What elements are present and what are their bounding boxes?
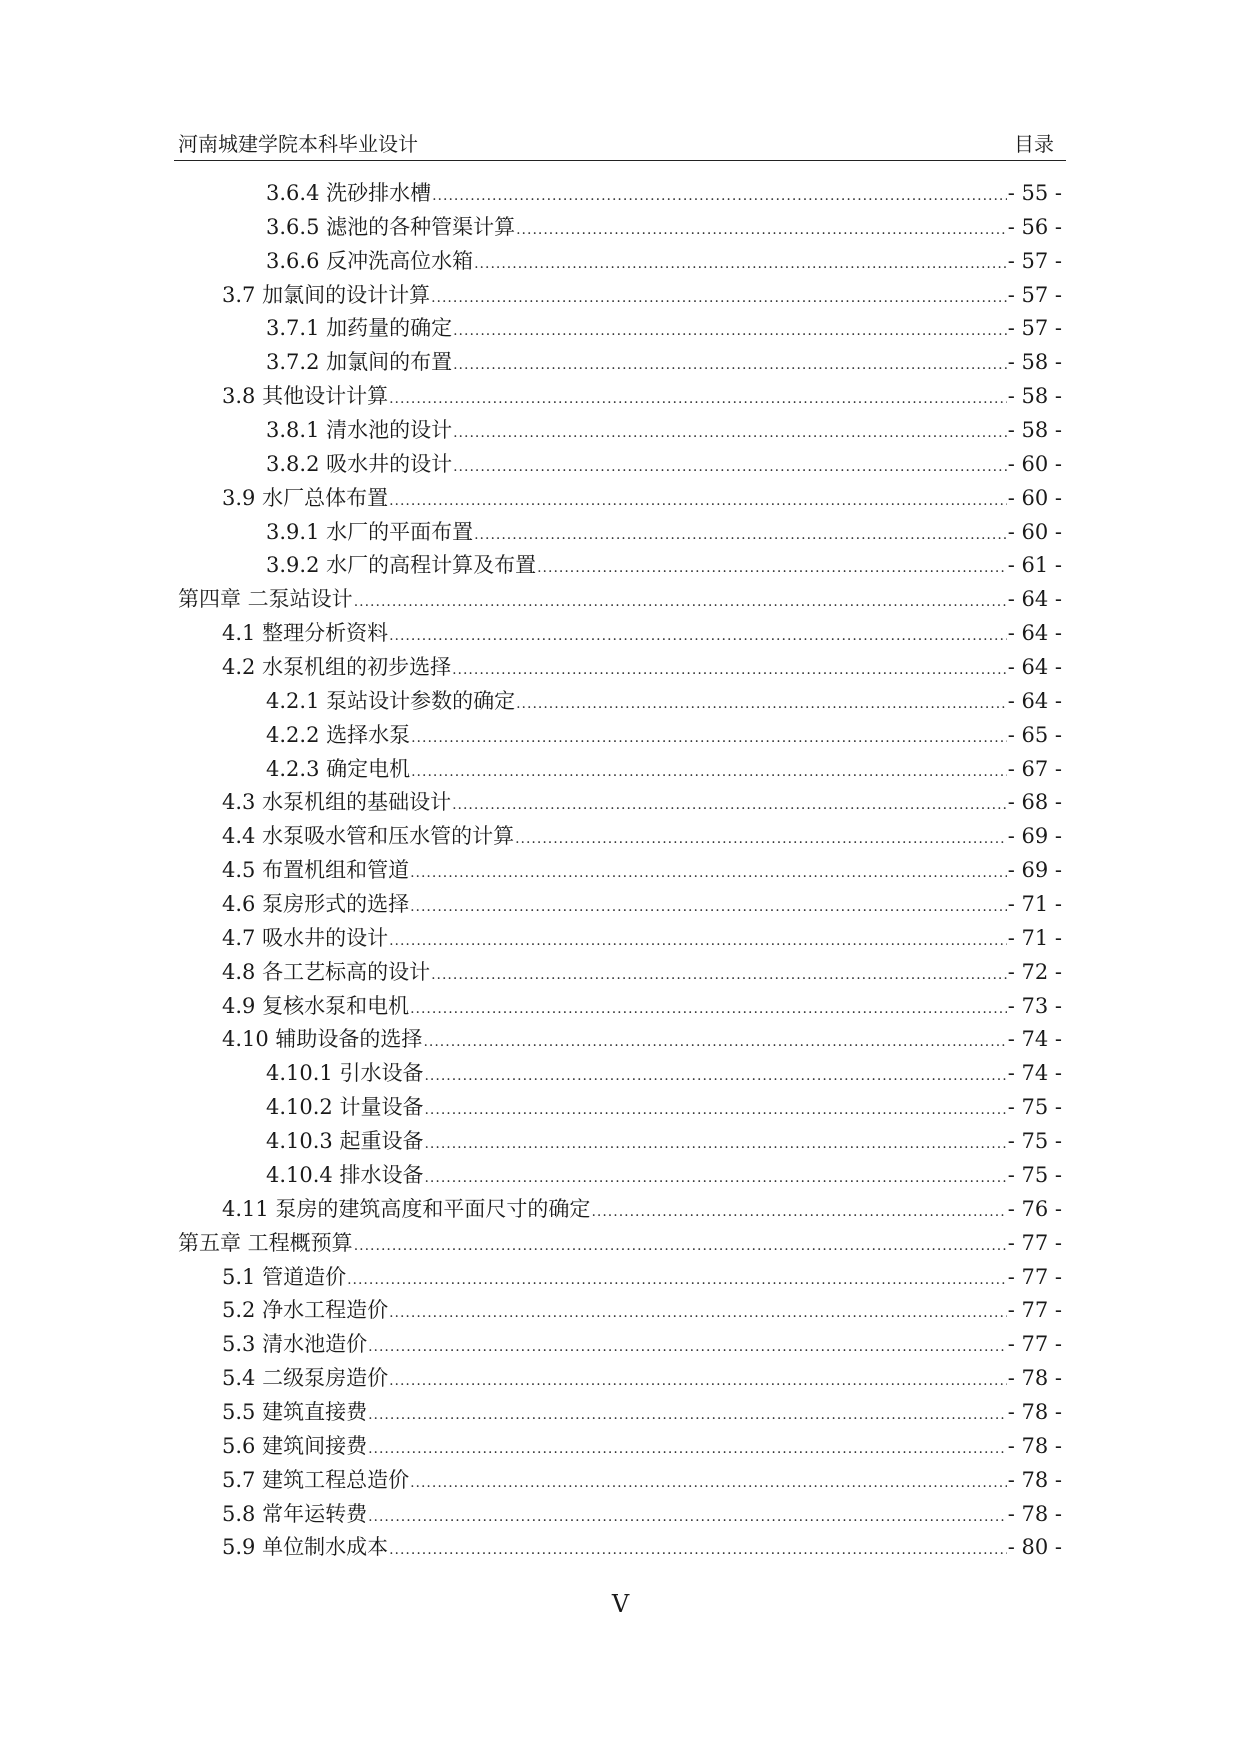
toc-entry-page: - 64 -	[1007, 587, 1062, 612]
toc-entry-title: 3.6.4 洗砂排水槽	[266, 181, 432, 205]
toc-entry-page: - 57 -	[1007, 248, 1062, 273]
page-header	[174, 128, 1066, 161]
toc-entry-title: 4.10.3 起重设备	[266, 1129, 424, 1154]
toc-entry[interactable]	[174, 990, 1066, 1024]
toc-dot-leader	[389, 1534, 1007, 1568]
toc-dot-leader	[516, 214, 1007, 248]
toc-entry-title: 5.8 常年运转费	[222, 1501, 368, 1526]
toc-entry[interactable]	[174, 820, 1066, 854]
toc-entry[interactable]	[174, 312, 1066, 346]
toc-dot-leader	[432, 180, 1007, 214]
toc-entry[interactable]	[174, 888, 1066, 922]
toc-entry[interactable]	[174, 1362, 1066, 1396]
toc-dot-leader	[452, 654, 1007, 688]
toc-dot-leader	[354, 586, 1007, 620]
toc-entry[interactable]	[174, 1125, 1066, 1159]
toc-entry-page: - 78 -	[1007, 1433, 1062, 1458]
toc-entry-page: - 56 -	[1007, 214, 1062, 239]
toc-entry[interactable]	[174, 583, 1066, 617]
toc-entry-page: - 64 -	[1007, 655, 1062, 680]
toc-entry-title: 3.9.2 水厂的高程计算及布置	[266, 553, 537, 578]
toc-entry-page: - 65 -	[1007, 722, 1062, 747]
toc-entry-page: - 77 -	[1007, 1264, 1062, 1289]
toc-entry-title: 5.4 二级泵房造价	[222, 1366, 389, 1391]
toc-entry[interactable]	[174, 786, 1066, 820]
table-of-contents	[174, 177, 1066, 1565]
toc-entry-title: 第五章 工程概预算	[178, 1230, 353, 1255]
toc-entry-title: 4.9 复核水泵和电机	[222, 993, 410, 1018]
toc-entry[interactable]	[174, 1396, 1066, 1430]
toc-entry[interactable]	[174, 1159, 1066, 1193]
toc-dot-leader	[424, 1128, 1006, 1162]
toc-dot-leader	[411, 722, 1007, 756]
toc-dot-leader	[410, 1467, 1007, 1501]
toc-dot-leader	[410, 891, 1007, 925]
toc-entry-title: 3.6.6 反冲洗高位水箱	[266, 248, 474, 273]
toc-entry-title: 5.3 清水池造价	[222, 1332, 368, 1357]
toc-dot-leader	[411, 756, 1007, 790]
toc-entry-page: - 60 -	[1007, 451, 1062, 476]
toc-entry-title: 3.9.1 水厂的平面布置	[266, 519, 474, 544]
toc-entry[interactable]	[174, 1531, 1066, 1565]
toc-entry[interactable]	[174, 1023, 1066, 1057]
toc-entry-page: - 74 -	[1007, 1061, 1062, 1086]
toc-dot-leader	[424, 1094, 1006, 1128]
toc-entry-page: - 58 -	[1007, 350, 1062, 375]
toc-entry-page: - 69 -	[1007, 858, 1062, 883]
toc-entry-title: 5.6 建筑间接费	[222, 1433, 368, 1458]
toc-entry-page: - 80 -	[1007, 1535, 1062, 1560]
toc-entry[interactable]	[174, 1498, 1066, 1532]
toc-entry-page: - 78 -	[1007, 1467, 1062, 1492]
toc-dot-leader	[516, 688, 1007, 722]
toc-entry-title: 4.10 辅助设备的选择	[222, 1027, 423, 1052]
toc-dot-leader	[368, 1331, 1007, 1365]
toc-entry-page: - 60 -	[1007, 519, 1062, 544]
toc-entry-title: 3.7.1 加药量的确定	[266, 316, 453, 341]
toc-dot-leader	[474, 248, 1007, 282]
toc-entry-page: - 78 -	[1007, 1366, 1062, 1391]
toc-entry[interactable]	[174, 549, 1066, 583]
toc-dot-leader	[410, 993, 1007, 1027]
toc-entry-title: 3.8.1 清水池的设计	[266, 418, 453, 443]
toc-entry[interactable]	[174, 1328, 1066, 1362]
toc-entry-title: 5.5 建筑直接费	[222, 1399, 368, 1424]
toc-entry-title: 5.7 建筑工程总造价	[222, 1467, 410, 1492]
toc-dot-leader	[424, 1060, 1006, 1094]
toc-dot-leader	[431, 959, 1007, 993]
toc-entry-page: - 69 -	[1007, 824, 1062, 849]
toc-entry-title: 3.8 其他设计计算	[222, 384, 389, 409]
toc-dot-leader	[453, 349, 1007, 383]
toc-entry-title: 5.2 净水工程造价	[222, 1298, 389, 1323]
toc-entry[interactable]	[174, 1464, 1066, 1498]
toc-entry-title: 4.10.4 排水设备	[266, 1162, 424, 1187]
toc-entry[interactable]	[174, 651, 1066, 685]
toc-dot-leader	[368, 1501, 1007, 1535]
toc-entry[interactable]	[174, 245, 1066, 279]
page-number: V	[611, 1590, 630, 1618]
toc-entry[interactable]	[174, 482, 1066, 516]
toc-entry-title: 3.6.5 滤池的各种管渠计算	[266, 214, 516, 239]
toc-entry[interactable]	[174, 211, 1066, 245]
toc-entry-page: - 57 -	[1007, 316, 1062, 341]
toc-dot-leader	[389, 383, 1007, 417]
toc-entry[interactable]	[174, 1261, 1066, 1295]
toc-entry[interactable]	[174, 685, 1066, 719]
toc-entry-page: - 77 -	[1007, 1298, 1062, 1323]
toc-entry[interactable]	[174, 922, 1066, 956]
toc-entry-title: 第四章 二泵站设计	[178, 587, 353, 612]
toc-dot-leader	[389, 925, 1007, 959]
toc-entry[interactable]	[174, 448, 1066, 482]
toc-entry-page: - 78 -	[1007, 1501, 1062, 1526]
toc-entry-title: 4.2.1 泵站设计参数的确定	[266, 688, 516, 713]
toc-entry[interactable]	[174, 1227, 1066, 1261]
toc-dot-leader	[423, 1026, 1006, 1060]
toc-entry-title: 4.2.2 选择水泵	[266, 722, 411, 747]
toc-entry-title: 4.2.3 确定电机	[266, 756, 411, 781]
toc-entry[interactable]	[174, 854, 1066, 888]
toc-dot-leader	[474, 519, 1007, 553]
toc-entry-title: 4.4 水泵吸水管和压水管的计算	[222, 824, 515, 849]
toc-dot-leader	[591, 1196, 1006, 1230]
header-document-title: 河南城建学院本科毕业设计	[178, 132, 418, 156]
toc-dot-leader	[389, 1365, 1007, 1399]
toc-entry[interactable]	[174, 956, 1066, 990]
toc-entry-page: - 58 -	[1007, 418, 1062, 443]
toc-dot-leader	[537, 552, 1007, 586]
toc-entry-title: 3.8.2 吸水井的设计	[266, 451, 453, 476]
toc-entry-page: - 68 -	[1007, 790, 1062, 815]
toc-entry-title: 5.1 管道造价	[222, 1264, 347, 1289]
toc-dot-leader	[453, 315, 1007, 349]
toc-entry-title: 4.10.1 引水设备	[266, 1061, 424, 1086]
toc-dot-leader	[431, 282, 1007, 316]
toc-dot-leader	[368, 1399, 1007, 1433]
toc-dot-leader	[410, 857, 1007, 891]
toc-entry-page: - 60 -	[1007, 485, 1062, 510]
toc-entry[interactable]	[174, 346, 1066, 380]
toc-entry-page: - 64 -	[1007, 621, 1062, 646]
toc-entry-title: 4.11 泵房的建筑高度和平面尺寸的确定	[222, 1196, 591, 1221]
toc-dot-leader	[515, 823, 1007, 857]
toc-entry-title: 5.9 单位制水成本	[222, 1535, 389, 1560]
toc-entry-page: - 75 -	[1007, 1095, 1062, 1120]
toc-entry-page: - 64 -	[1007, 688, 1062, 713]
toc-entry[interactable]	[174, 617, 1066, 651]
toc-dot-leader	[347, 1264, 1007, 1298]
toc-entry-page: - 77 -	[1007, 1230, 1062, 1255]
toc-entry-page: - 77 -	[1007, 1332, 1062, 1357]
toc-entry[interactable]	[174, 1430, 1066, 1464]
toc-entry-page: - 74 -	[1007, 1027, 1062, 1052]
toc-entry-title: 4.3 水泵机组的基础设计	[222, 790, 452, 815]
toc-dot-leader	[389, 485, 1007, 519]
toc-entry[interactable]	[174, 1294, 1066, 1328]
toc-entry-page: - 57 -	[1007, 282, 1062, 307]
toc-entry-page: - 71 -	[1007, 892, 1062, 917]
toc-entry-title: 4.8 各工艺标高的设计	[222, 959, 431, 984]
toc-entry[interactable]	[174, 414, 1066, 448]
toc-entry[interactable]	[174, 279, 1066, 313]
toc-entry-page: - 72 -	[1007, 959, 1062, 984]
toc-dot-leader	[354, 1230, 1007, 1264]
toc-entry-title: 4.1 整理分析资料	[222, 621, 389, 646]
toc-entry-title: 4.2 水泵机组的初步选择	[222, 655, 452, 680]
toc-dot-leader	[389, 1297, 1007, 1331]
toc-entry[interactable]	[174, 1193, 1066, 1227]
toc-dot-leader	[424, 1162, 1006, 1196]
toc-entry-page: - 75 -	[1007, 1129, 1062, 1154]
toc-dot-leader	[389, 620, 1007, 654]
toc-dot-leader	[453, 451, 1007, 485]
toc-entry-page: - 67 -	[1007, 756, 1062, 781]
toc-dot-leader	[452, 789, 1007, 823]
toc-entry-page: - 75 -	[1007, 1162, 1062, 1187]
toc-entry-title: 4.10.2 计量设备	[266, 1095, 424, 1120]
toc-entry[interactable]	[174, 1057, 1066, 1091]
toc-entry-page: - 73 -	[1007, 993, 1062, 1018]
toc-entry-page: - 55 -	[1007, 181, 1062, 205]
toc-dot-leader	[368, 1433, 1007, 1467]
toc-entry-page: - 71 -	[1007, 925, 1062, 950]
toc-entry-page: - 76 -	[1007, 1196, 1062, 1221]
header-section-name: 目录	[1014, 132, 1054, 156]
toc-entry-title: 3.9 水厂总体布置	[222, 485, 389, 510]
toc-entry-title: 3.7 加氯间的设计计算	[222, 282, 431, 307]
toc-entry[interactable]	[174, 177, 1066, 211]
toc-entry[interactable]	[174, 719, 1066, 753]
toc-dot-leader	[453, 417, 1007, 451]
toc-entry[interactable]	[174, 753, 1066, 787]
toc-entry-title: 4.5 布置机组和管道	[222, 858, 410, 883]
toc-entry[interactable]	[174, 516, 1066, 550]
toc-entry-title: 3.7.2 加氯间的布置	[266, 350, 453, 375]
toc-entry-title: 4.6 泵房形式的选择	[222, 892, 410, 917]
toc-entry[interactable]	[174, 1091, 1066, 1125]
toc-entry[interactable]	[174, 380, 1066, 414]
toc-entry-page: - 61 -	[1007, 553, 1062, 578]
toc-entry-page: - 58 -	[1007, 384, 1062, 409]
toc-entry-title: 4.7 吸水井的设计	[222, 925, 389, 950]
toc-entry-page: - 78 -	[1007, 1399, 1062, 1424]
